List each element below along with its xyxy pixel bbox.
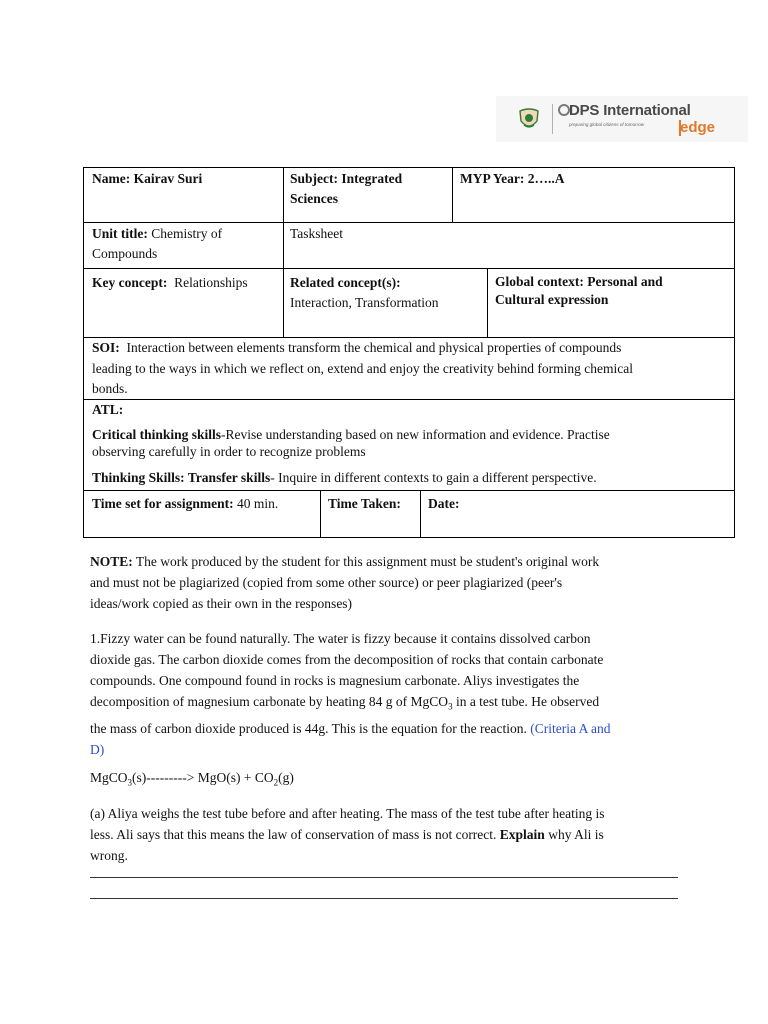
school-logo (496, 96, 748, 142)
unit-title: Unit title: Chemistry of Compounds (92, 226, 223, 261)
related-concepts: Related concept(s): Interaction, Transformation (290, 275, 439, 310)
table-column-divider (487, 268, 488, 337)
student-name: Name: Kairav Suri (92, 171, 203, 186)
thinking-transfer-skills: Thinking Skills: Transfer skills- Inquire in different contexts to gain a different perspective. (92, 470, 597, 485)
time-set: Time set for assignment: 40 min. (92, 496, 279, 511)
note-paragraph: NOTE: The work produced by the student for this assignment must be student's original work and must not be plagiarized (copied from some other source) or peer plagiarized (peer's ideas/work copied as their own in the responses) (90, 554, 600, 611)
answer-line[interactable] (90, 877, 678, 878)
table-column-divider (420, 490, 421, 538)
myp-year-value: 2…..A (527, 171, 565, 186)
atl-heading: ATL: (92, 402, 124, 417)
logo-tagline: preparing global citizens of tomorrow (569, 122, 645, 127)
date-field[interactable]: Date: (428, 496, 460, 511)
table-column-divider (283, 167, 284, 337)
reaction-equation: MgCO$_3$(s)---------> $MgO(s) + CO_2(g)$ (90, 770, 294, 788)
table-column-divider (452, 167, 453, 222)
myp-year: MYP Year: 2…..A (460, 171, 565, 186)
global-context: Global context: Personal and Cultural expression (495, 274, 663, 307)
logo-edge-word: edge (680, 119, 716, 136)
table-column-divider (320, 490, 321, 538)
question-1: 1.Fizzy water can be found naturally. The water is fizzy because it contains dissolved carbon dioxide gas. The carbon dioxide comes from the decomposition of rocks that contain carbonate compounds. One compound found in rocks is magnesium carbonate. Aliys investigates the decomposition of magnesium carbonate by heating 84 g of MgCO$_3$ in a test tube. He observed the mass of carbon dioxide produced is 44g. This is the equation for the reaction. (Criteria A and D) (90, 631, 611, 757)
logo-separator (552, 104, 553, 134)
question-part-a: (a) Aliya weighs the test tube before and after heating. The mass of the test tube after heating is less. Ali says that this means the law of conservation of mass is not correct. Explain why Ali is wrong. (90, 806, 605, 863)
answer-line[interactable] (90, 898, 678, 899)
table-divider (83, 222, 735, 223)
critical-thinking-skills: Critical thinking skills-Revise understanding based on new information and evidence. Practise observing carefully in order to recognize problems (92, 427, 610, 459)
student-name-value: Kairav Suri (133, 171, 203, 186)
criteria-reference: (Criteria A and (530, 720, 611, 736)
key-concept: Key concept: Relationships (92, 275, 248, 290)
logo-title: DPS International (569, 102, 691, 119)
time-taken-field[interactable]: Time Taken: (328, 496, 401, 511)
table-divider (83, 490, 735, 491)
subject: Subject: Integrated Sciences (290, 171, 403, 206)
tasksheet-label: Tasksheet (290, 226, 344, 241)
table-divider (83, 268, 735, 269)
school-seal-icon (516, 107, 542, 131)
subject-value: Integrated (341, 171, 403, 186)
statement-of-inquiry: SOI: Interaction between elements transform the chemical and physical properties of compounds leading to the ways in which we reflect on, extend and enjoy the creativity behind forming chemical bonds. (92, 340, 633, 396)
